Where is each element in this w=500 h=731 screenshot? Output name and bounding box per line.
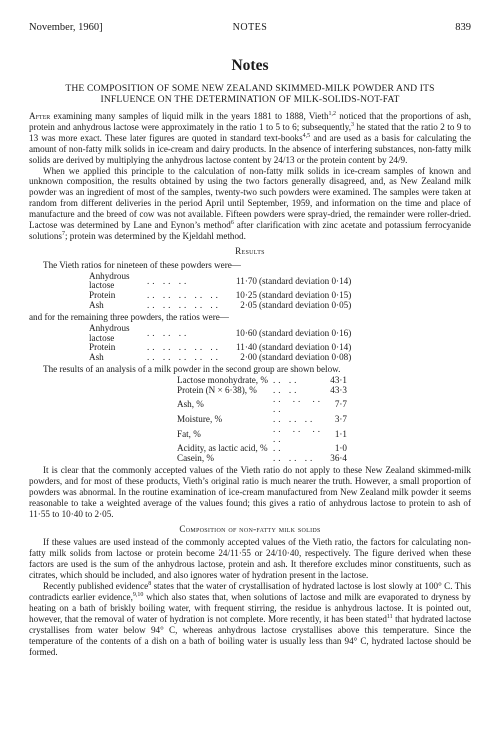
results-heading: Results (235, 245, 265, 256)
table-row: Lactose monohydrate, % .. .. 43·1 (177, 374, 347, 385)
article-title-line-1: THE COMPOSITION OF SOME NEW ZEALAND SKIMMED-MILK POWDER AND ITS (65, 83, 435, 94)
paragraph-methods: When we applied this principle to the calculation of non-fatty milk solids in ice-cream samples of known and unknown composition, the results obtained by using the two factors generally disagreed, and, as New Zealand milk powder was an ingredient of most of the samples, twenty-two such powders were examined. The samples were taken at random from different deliveries in the period April until September, 1959, and information on the time and place of manufacture and the breed of cow was not available. Fifteen powders were spray-dried, the remainder were roller-dried. Lactose was determined by Lane and Eynon’s method$^6$ after clarification with zinc acetate and potassium ferrocyanide solutions$^7$; protein was determined by the Kjeldahl method. (29, 165, 471, 241)
table-row: Anhydrous lactose .. .. .. 11·70 (standard deviation 0·14) (89, 270, 352, 291)
page-number: 839 (455, 22, 471, 33)
table-row: Ash, % .. .. .. .. 7·7 (177, 394, 347, 415)
citation: 3 (351, 121, 355, 128)
composition-table (177, 376, 347, 464)
article-body (29, 111, 471, 657)
paragraph-conclusion: It is clear that the commonly accepted values of the Vieth ratio do not apply to these New Zealand skimmed-milk powders, and for most of these products, Vieth’s original ratio is much nearer the truth. However, a small proportion of powders was abnormal. In the routine examination of ice-cream manufactured from New Zealand milk powder it seems reasonable to take a weighted average of the values found; this gives a ratio of anhydrous lactose to protein to ash of 11·55 to 10·40 to 2·05. (29, 465, 471, 519)
table-row: Ash .. .. .. .. .. 2·00 (standard deviation 0·08) (89, 352, 352, 363)
table-row: Casein, % .. .. .. 36·4 (177, 453, 347, 464)
citation: 4,5 (302, 132, 311, 139)
table-row: Moisture, % .. .. .. 3·7 (177, 414, 347, 425)
paragraph-factors: If these values are used instead of the commonly accepted values of the Vieth ratio, the factors for calculating non-fatty milk solids from lactose or protein become 24/11·55 or 24/10·40, respectively. The figure derived when these factors are used is the sum of the anhydrous lactose, protein and ash. It therefore excludes minor constituents, such as citrates, which should be included, and also ignores water of hydration present in the lactose. (29, 537, 471, 581)
running-head-section: NOTES (232, 22, 268, 33)
paragraph-vieth-ratios-1: The Vieth ratios for nineteen of these powders were— (43, 259, 241, 270)
citation: 9,10 (132, 591, 144, 598)
paragraph-hydration: Recently published evidence$^8$ states that the water of crystallisation of hydrated lactose is lost slowly at 100° C. This contradicts earlier evidence,$^{9,10}$ which also states that, when solutions of lactose and milk are evaporated to dryness by heating on a bath of briskly boiling water, with frequent stirring, the residue is anhydrous lactose. It is pointed out, however, that the removal of water of hydration is not complete. More recently, it has been stated$^{11}$ that hydrated lactose crystallises from water below 94° C, whereas anhydrous lactose crystallises above this temperature. Since the temperature of the contents of a dish on a bath of boiling water is usually less than 94° C, hydrated lactose should be formed. (29, 581, 471, 657)
citation: 7 (61, 230, 65, 237)
citation: 1,2 (328, 110, 337, 117)
running-head (29, 22, 471, 36)
composition-heading: Composition of non-fatty milk solids (179, 523, 321, 534)
section-heading-notes: Notes (231, 57, 269, 74)
ratio-table-group-1 (89, 272, 351, 311)
table-row: Ash .. .. .. .. .. 2·05 (standard deviation 0·05) (89, 300, 352, 311)
lead-word: After (29, 111, 51, 121)
article-title (29, 83, 471, 105)
paragraph-analysis-intro: The results of an analysis of a milk powder in the second group are shown below. (43, 363, 341, 374)
running-head-date: November, 1960] (29, 22, 103, 33)
paragraph-intro: After examining many samples of liquid milk in the years 1881 to 1888, Vieth$^{1,2}$ noticed that the proportions of ash, protein and anhydrous lactose were approximately in the ratio 1 to 5 to 6; subsequently,$^3$ he stated that the ratio 2 to 9 to 13 was more exact. These later figures are quoted in standard text-books$^{4,5}$ and are used as a basis for calculating the amount of non-fatty milk solids in ice-cream and dairy products. In the absence of interfering substances, non-fatty milk solids are derived by multiplying the anhydrous lactose content by 24/13 or the protein content by 24/9. (29, 110, 471, 165)
table-row: Protein (N × 6·38), % .. .. 43·3 (177, 384, 347, 395)
citation: 6 (230, 220, 234, 227)
ratio-table-group-2 (89, 324, 351, 363)
table-row: Protein .. .. .. .. .. 11·40 (standard deviation 0·14) (89, 342, 352, 353)
table-row: Protein .. .. .. .. .. 10·25 (standard deviation 0·15) (89, 290, 352, 301)
citation: 8 (148, 581, 152, 588)
table-row: Anhydrous lactose .. .. .. 10·60 (standard deviation 0·16) (89, 322, 352, 343)
table-row: Acidity, as lactic acid, % .. 1·0 (177, 443, 347, 454)
article-title-line-2: INFLUENCE ON THE DETERMINATION OF MILK-SOLIDS-NOT-FAT (100, 94, 400, 105)
paragraph-vieth-ratios-2: and for the remaining three powders, the ratios were— (29, 311, 229, 322)
table-row: Fat, % .. .. .. .. 1·1 (177, 423, 347, 444)
citation: 11 (386, 613, 393, 620)
